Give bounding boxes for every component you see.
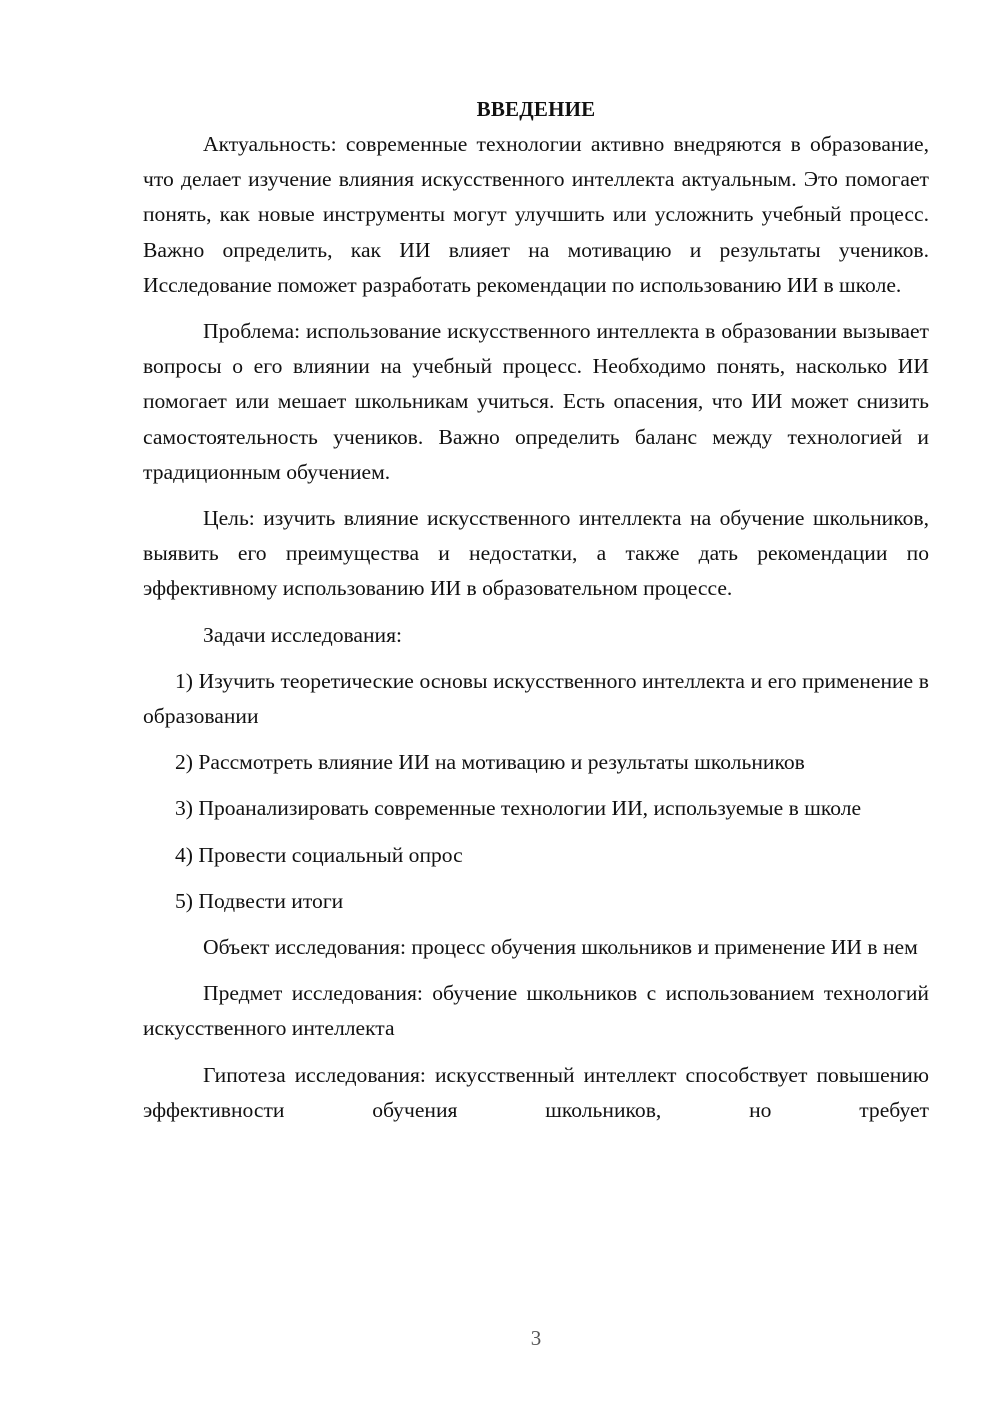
section-heading: ВВЕДЕНИЕ <box>476 97 596 121</box>
paragraph-hypothesis: Гипотеза исследования: искусственный интеллект способствует повышению эффективности обучения школьников, но требует <box>143 1062 929 1122</box>
task-item-2: 2) Рассмотреть влияние ИИ на мотивацию и результаты школьников <box>175 750 805 775</box>
paragraph-problem: Проблема: использование искусственного интеллекта в образовании вызывает вопросы о его влиянии на учебный процесс. Необходимо понять, насколько ИИ помогает или мешает школьникам учиться. Есть опасения, что ИИ может снизить самостоятельность учеников. Важно определить баланс между технологией и традиционным обучением. <box>143 319 929 484</box>
page-number: 3 <box>530 1326 542 1350</box>
task-item-3: 3) Проанализировать современные технологии ИИ, используемые в школе <box>175 796 862 821</box>
task-item-4: 4) Провести социальный опрос <box>175 842 463 867</box>
paragraph-goal: Цель: изучить влияние искусственного интеллекта на обучение школьников, выявить его преимущества и недостатки, а также дать рекомендации по эффективному использованию ИИ в образовательном процессе. <box>143 506 929 601</box>
tasks-title: Задачи исследования: <box>203 622 403 647</box>
paragraph-object: Объект исследования: процесс обучения школьников и применение ИИ в нем <box>203 935 918 960</box>
task-item-1: 1) Изучить теоретические основы искусственного интеллекта и его применение в образовании <box>143 668 929 729</box>
paragraph-subject: Предмет исследования: обучение школьников с использованием технологий искусственного интеллекта <box>143 981 929 1041</box>
document-page <box>143 92 929 1139</box>
task-item-5: 5) Подвести итоги <box>175 888 344 913</box>
paragraph-relevance: Актуальность: современные технологии активно внедряются в образование, что делает изучение влияния искусственного интеллекта актуальным. Это помогает понять, как новые инструменты могут улучшить или усложнить учебный процесс. Важно определить, как ИИ влияет на мотивацию и результаты учеников. Исследование поможет разработать рекомендации по использованию ИИ в школе. <box>143 132 929 297</box>
